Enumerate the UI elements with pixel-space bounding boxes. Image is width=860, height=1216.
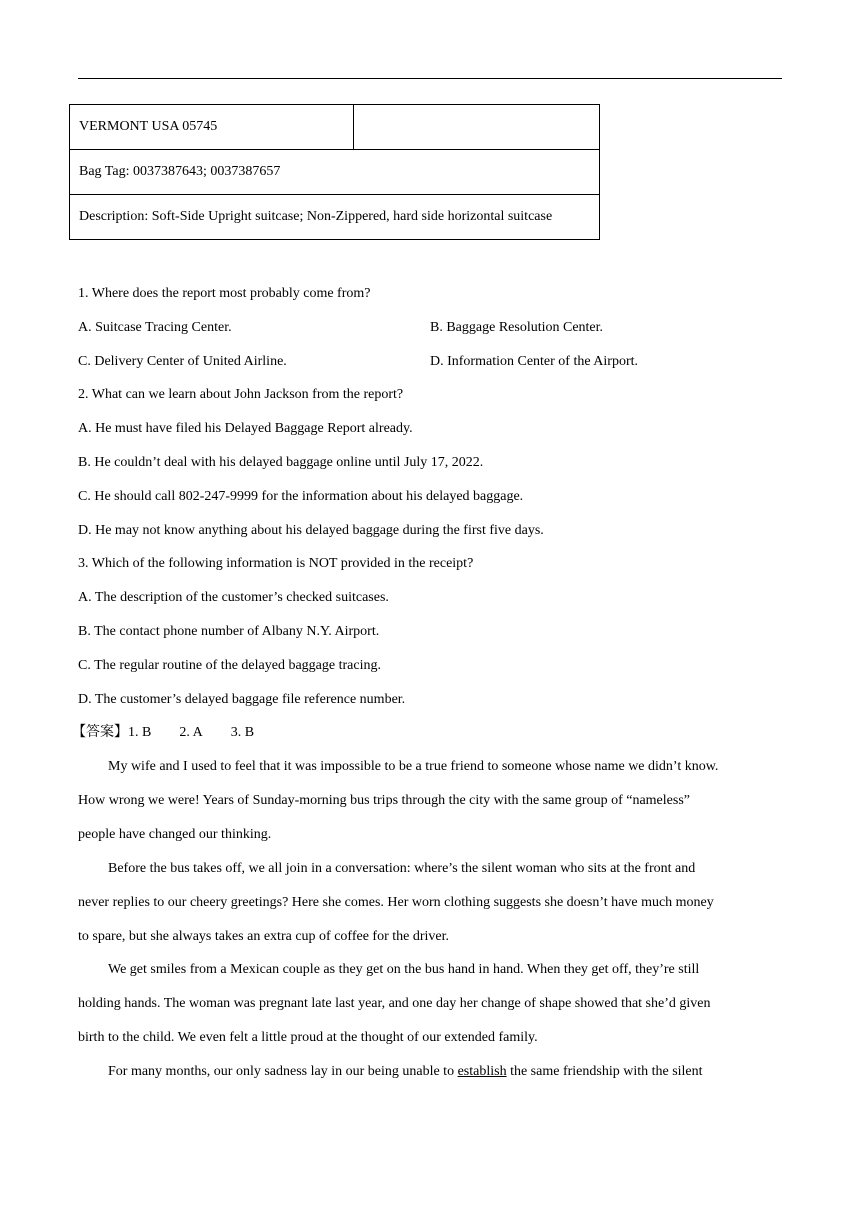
passage-p2-line2: never replies to our cheery greetings? Here she comes. Her worn clothing suggests she doesn’t have much money (78, 895, 714, 910)
answer-1: 1. B (128, 725, 152, 740)
answer-label: 【答案】 (72, 725, 128, 740)
passage-p3-line1: We get smiles from a Mexican couple as they get on the bus hand in hand. When they get off, they’re still (108, 962, 700, 977)
question-1-option-a: A. Suitcase Tracing Center. (78, 320, 232, 335)
question-2: 2. What can we learn about John Jackson from the report? (78, 387, 404, 402)
question-3-option-c: C. The regular routine of the delayed baggage tracing. (78, 658, 381, 673)
passage-p3-line2: holding hands. The woman was pregnant late last year, and one day her change of shape showed that she’d given (78, 996, 711, 1011)
answer-3: 3. B (230, 725, 255, 740)
description-cell: Description: Soft-Side Upright suitcase; Non-Zippered, hard side horizontal suitcase (70, 195, 600, 240)
passage-p2-line3: to spare, but she always takes an extra cup of coffee for the driver. (78, 929, 449, 944)
question-2-option-b: B. He couldn’t deal with his delayed baggage online until July 17, 2022. (78, 455, 484, 470)
passage-p4-line1 (108, 1063, 808, 1081)
answer-2: 2. A (179, 725, 203, 740)
question-3-option-d: D. The customer’s delayed baggage file reference number. (78, 692, 406, 707)
question-2-option-d: D. He may not know anything about his delayed baggage during the first five days. (78, 523, 544, 538)
passage-p2-line1: Before the bus takes off, we all join in a conversation: where’s the silent woman who sits at the front and (108, 861, 696, 876)
address-cell: VERMONT USA 05745 (70, 105, 354, 150)
passage-p4-text-before: For many months, our only sadness lay in our being unable to (108, 1064, 458, 1079)
passage-p1-line2: How wrong we were! Years of Sunday-morning bus trips through the city with the same group of “nameless” (78, 793, 690, 808)
table-row (70, 105, 600, 150)
baggage-info-table (69, 104, 600, 240)
question-1-option-b: B. Baggage Resolution Center. (430, 320, 604, 335)
question-1-option-d: D. Information Center of the Airport. (430, 354, 639, 369)
table-row (70, 150, 600, 195)
answer-line (72, 724, 254, 742)
question-3-option-a: A. The description of the customer’s checked suitcases. (78, 590, 389, 605)
underlined-word: establish (457, 1064, 507, 1079)
question-3-option-b: B. The contact phone number of Albany N.Y. Airport. (78, 624, 380, 639)
passage-p4-text-after: the same friendship with the silent (506, 1064, 703, 1079)
passage-p1-line3: people have changed our thinking. (78, 827, 272, 842)
question-1: 1. Where does the report most probably come from? (78, 286, 371, 301)
question-2-option-a: A. He must have filed his Delayed Baggage Report already. (78, 421, 413, 436)
passage-p1-line1: My wife and I used to feel that it was impossible to be a true friend to someone whose name we didn’t know. (108, 759, 719, 774)
bag-tag-cell: Bag Tag: 0037387643; 0037387657 (70, 150, 600, 195)
empty-cell (354, 105, 600, 150)
question-2-option-c: C. He should call 802-247-9999 for the information about his delayed baggage. (78, 489, 524, 504)
header-rule (78, 78, 782, 79)
passage-p3-line3: birth to the child. We even felt a little proud at the thought of our extended family. (78, 1030, 538, 1045)
question-3: 3. Which of the following information is NOT provided in the receipt? (78, 556, 474, 571)
question-1-option-c: C. Delivery Center of United Airline. (78, 354, 287, 369)
table-row (70, 195, 600, 240)
